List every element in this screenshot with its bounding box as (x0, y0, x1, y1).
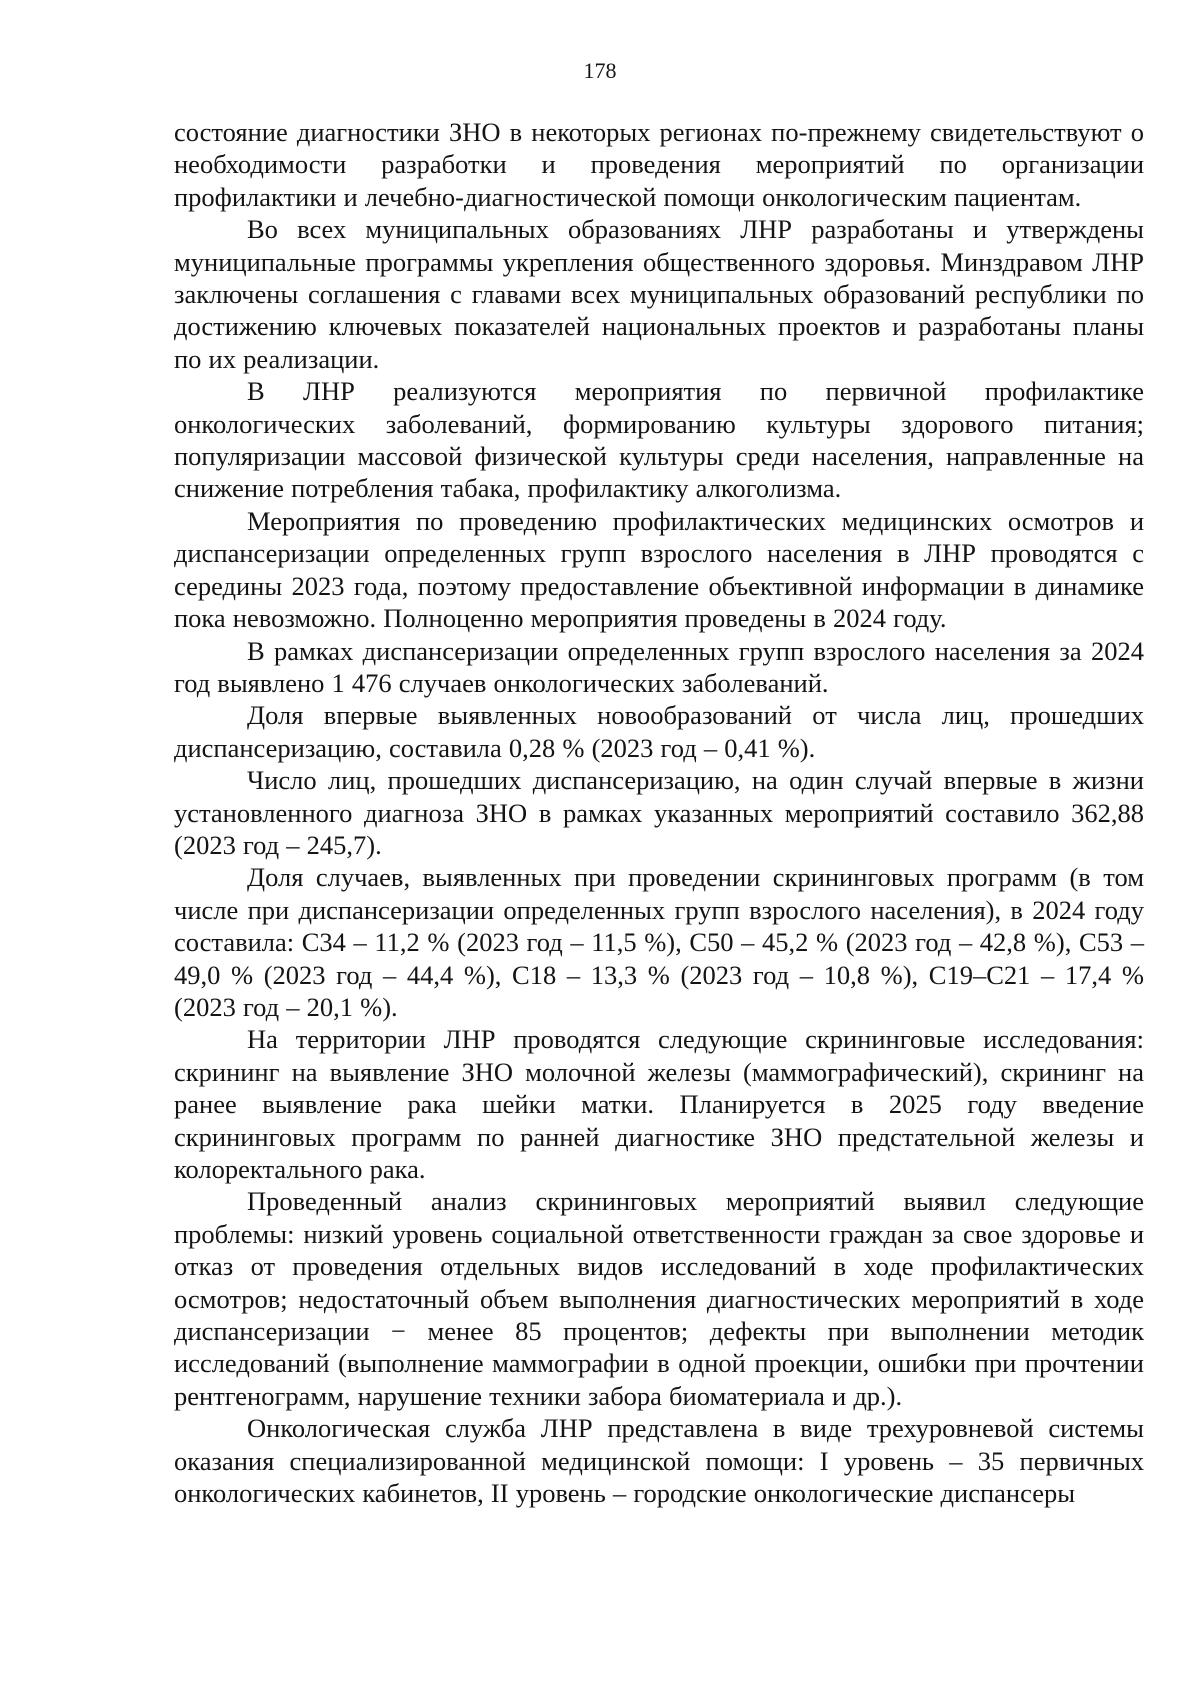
body-text (174, 116, 1144, 1509)
paragraph-medical-checkups: Мероприятия по проведению профилактических медицинских осмотров и диспансеризации определенных групп взрослого населения в ЛНР проводятся с середины 2023 года, поэтому предоставление объективной информации в динамике пока невозможно. Полноценно мероприятия проведены в 2024 году. (174, 505, 1144, 634)
paragraph-screening-problems: Проведенный анализ скрининговых мероприятий выявил следующие проблемы: низкий уровень социальной ответственности граждан за свое здоровье и отказ от проведения отдельных видов исследований в ходе профилактических осмотров; недостаточный объем выполнения диагностических мероприятий в ходе диспансеризации − менее 85 процентов; дефекты при выполнении методик исследований (выполнение маммографии в одной проекции, ошибки при прочтении рентгенограмм, нарушение техники забора биоматериала и др.). (174, 1186, 1144, 1411)
paragraph-municipal-programs: Во всех муниципальных образованиях ЛНР разработаны и утверждены муниципальные программы укрепления общественного здоровья. Минздравом ЛНР заключены соглашения с главами всех муниципальных образований республики по достижению ключевых показателей национальных проектов и разработаны планы по их реализации. (174, 214, 1144, 374)
paragraph-screening-share: Доля случаев, выявленных при проведении скрининговых программ (в том числе при диспансеризации определенных групп взрослого населения), в 2024 году составила: С34 – 11,2 % (2023 год – 11,5 %), С50 – 45,2 % (2023 год – 42,8 %), С53 – 49,0 % (2023 год – 44,4 %), С18 – 13,3 % (2023 год – 10,8 %), С19–С21 – 17,4 % (2023 год – 20,1 %). (174, 862, 1144, 1022)
paragraph-detected-cases: В рамках диспансеризации определенных групп взрослого населения за 2024 год выявлено 1 476 случаев онкологических заболеваний. (174, 635, 1144, 698)
paragraph-oncology-service: Онкологическая служба ЛНР представлена в виде трехуровневой системы оказания специализированной медицинской помощи: I уровень – 35 первичных онкологических кабинетов, II уровень – городские онкологические диспансеры (174, 1413, 1144, 1509)
paragraph-continuation: состояние диагностики ЗНО в некоторых регионах по-прежнему свидетельствуют о необходимости разработки и проведения мероприятий по организации профилактики и лечебно-диагностической помощи онкологическим пациентам. (174, 117, 1144, 212)
paragraph-share-new-neoplasms: Доля впервые выявленных новообразований от числа лиц, прошедших диспансеризацию, составила 0,28 % (2023 год – 0,41 %). (174, 700, 1144, 763)
paragraph-primary-prevention: В ЛНР реализуются мероприятия по первичной профилактике онкологических заболеваний, формированию культуры здорового питания; популяризации массовой физической культуры среди населения, направленные на снижение потребления табака, профилактику алкоголизма. (174, 376, 1144, 504)
paragraph-persons-per-case: Число лиц, прошедших диспансеризацию, на один случай впервые в жизни установленного диагноза ЗНО в рамках указанных мероприятий составило 362,88 (2023 год – 245,7). (174, 765, 1144, 860)
paragraph-screening-types: На территории ЛНР проводятся следующие скрининговые исследования: скрининг на выявление ЗНО молочной железы (маммографический), скрининг на ранее выявление рака шейки матки. Планируется в 2025 году введение скрининговых программ по ранней диагностике ЗНО предстательной железы и колоректального рака. (174, 1024, 1144, 1184)
page-number: 178 (583, 58, 617, 83)
